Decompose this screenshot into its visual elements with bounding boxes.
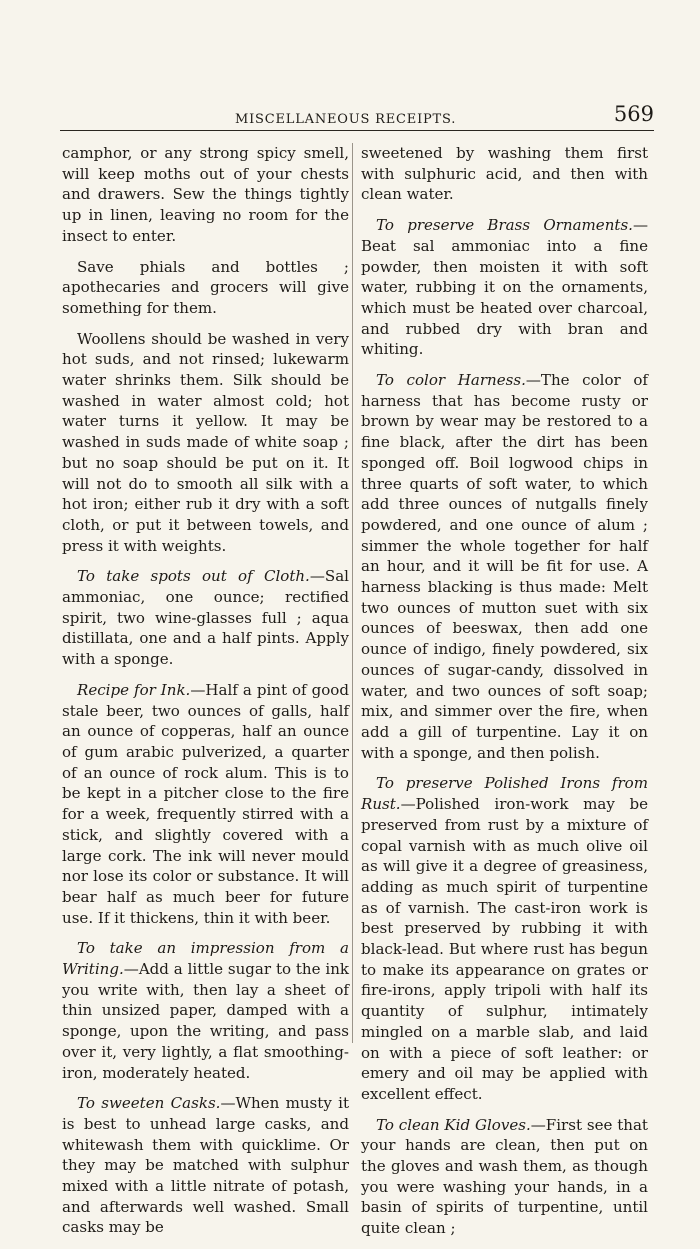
recipe-title: To preserve Polished Irons from Rust. [361,774,648,814]
recipe-casks: To sweeten Casks.—When musty it is best to unhead large casks, and whitewash them with quicklime. Or they may be matched with sulphur mixed with a little nitrate of potash, and afterwards well washed. Small casks may be [62,1094,350,1237]
left-column [62,143,349,1248]
recipe-brass: To preserve Brass Ornaments.—Beat sal ammoniac into a fine powder, then moisten it with soft water, rubbing it on the ornaments, which must be heated over charcoal, and rubbed dry with bran and whiting. [361,216,648,359]
right-column [361,143,648,1249]
page-number: 569 [613,102,654,126]
recipe-irons: To preserve Polished Irons from Rust.—Polished iron-work may be preserved from rust by a mixture of copal varnish with as much olive oil as will give it a degree of greasiness, adding as much spirit of turpentine as of varnish. The cast-iron work is best preserved by rubbing it with black-lead. But where rust has begun to make its appearance on grates or fire-irons, apply tripoli with half its quantity of sulphur, intimately mingled on a marble slab, and laid on with a piece of soft leather: or emery and oil may be applied with excellent effect. [361,774,648,1103]
recipe-impression: To take an impression from a Writing.—Add a little sugar to the ink you write with, then lay a sheet of thin unsized paper, damped with a sponge, upon the writing, and pass over it, very lightly, a flat smoothing-iron, moderately heated. [62,939,349,1082]
recipe-title: Recipe for Ink. [77,680,191,699]
paragraph-woollens: Woollens should be washed in very hot suds, and not rinsed; lukewarm water shrinks them. Silk should be washed in water almost cold; hot water turns it yellow. It may be washed in suds made of white soap ; but no soap should be put on it. It will not do to smooth all silk with a hot iron; either rub it dry with a soft cloth, or put it between towels, and press it with weights. [62,329,349,555]
recipe-ink: Recipe for Ink.—Half a pint of good stale beer, two ounces of galls, half an ounce of copperas, half an ounce of gum arabic pulverized, a quarter of an ounce of rock alum. This is to be kept in a pitcher close to the fire for a week, frequently stirred with a stick, and slightly covered with a large cork. The ink will never mould nor lose its color or substance. It will bear half as much beer for future use. If it thickens, thin it with beer. [62,680,349,927]
recipe-title: To clean Kid Gloves. [376,1115,531,1134]
paragraph-continuation: camphor, or any strong spicy smell, will keep moths out of your chests and drawers. Sew the things tightly up in linen, leaving no room for the insect to enter. [62,144,349,245]
recipe-gloves: To clean Kid Gloves.—First see that your hands are clean, then put on the gloves and wash them, as though you were washing your hands, in a basin of spirits of turpentine, until quite clean ; [361,1115,648,1238]
paragraph-continuation: sweetened by washing them first with sulphuric acid, and then with clean water. [361,144,648,204]
recipe-spots-cloth: To take spots out of Cloth.—Sal ammoniac, one ounce; rectified spirit, two wine-glasses full ; aqua distillata, one and a half pints. Apply with a sponge. [62,567,349,669]
recipe-title: To sweeten Casks. [77,1094,221,1113]
running-title: MISCELLANEOUS RECEIPTS. [235,112,457,127]
recipe-title: To take an impression from a Writing. [62,939,349,979]
recipe-harness: To color Harness.—The color of harness that has become rusty or brown by wear may be restored to a fine black, after the dirt has been sponged off. Boil logwood chips in three quarts of soft water, to which add three ounces of nutgalls finely powdered, and one ounce of alum ; simmer the whole together for half an hour, and it will be fit for use. A harness blacking is thus made: Melt two ounces of mutton suet with six ounces of beeswax, then add one ounce of indigo, finely powdered, six ounces of sugar-candy, dissolved in water, and two ounces of soft soap; mix, and simmer over the fire, when add a gill of turpentine. Lay it on with a sponge, and then polish. [361,371,648,762]
recipe-title: To preserve Brass Ornaments. [376,216,633,235]
column-divider [352,143,353,1043]
paragraph-save-phials: Save phials and bottles ; apothecaries and grocers will give something for them. [62,257,349,317]
recipe-title: To color Harness. [376,371,526,390]
recipe-title: To take spots out of Cloth. [77,567,310,586]
page-header [60,100,654,131]
